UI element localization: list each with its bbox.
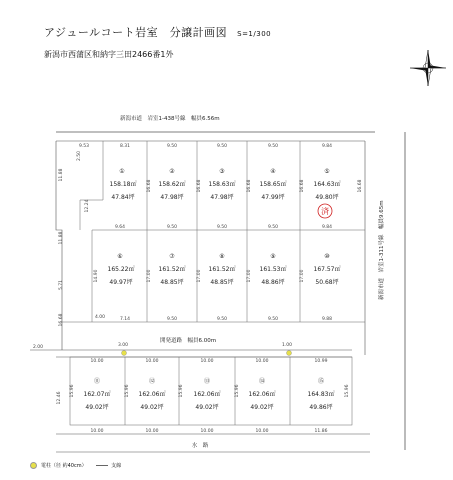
lot-area-m2: 161.53㎡	[259, 266, 287, 273]
dim-label: 9.50	[166, 144, 178, 149]
lot-area-tsubo: 49.02坪	[195, 404, 219, 411]
dim-label: 9.53	[78, 144, 90, 149]
lot-area-m2: 158.18㎡	[109, 181, 137, 188]
site-address: 新潟市西蒲区和納字三田2466番1外	[44, 50, 174, 59]
lot-number: ④	[270, 168, 276, 175]
dims-top-row	[79, 143, 332, 149]
dim-label: 14.90	[94, 269, 99, 283]
legend	[30, 462, 121, 469]
lot-number: ⑧	[219, 253, 225, 260]
lot-4	[260, 168, 287, 201]
dim-label: 16.68	[247, 179, 252, 193]
svg-text:済: 済	[321, 207, 329, 216]
dim-label: 12.46	[57, 391, 62, 405]
lot-1	[110, 168, 137, 201]
dim-label: 3.00	[117, 343, 129, 348]
lot-area-m2: 167.57㎡	[313, 266, 341, 273]
lot-number: ⑥	[117, 253, 123, 260]
lot-number: ①	[119, 168, 125, 175]
lot-number: ⑫	[148, 378, 156, 385]
lot-number: ②	[169, 168, 175, 175]
lot-number: ⑩	[324, 253, 330, 260]
dim-label: 9.84	[321, 144, 333, 149]
scale-text: S=1/300	[237, 30, 272, 38]
legend-branch: 支線	[111, 463, 122, 469]
lot-area-tsubo: 47.84坪	[111, 194, 135, 201]
lot-number: ⑮	[317, 378, 325, 385]
dims-left-side	[58, 168, 64, 326]
dim-label: 9.50	[216, 317, 228, 322]
dim-label: 10.00	[145, 359, 159, 364]
lot-area-tsubo: 47.98坪	[160, 194, 184, 201]
lot-area-m2: 161.52㎡	[158, 266, 186, 273]
lot-area-m2: 158.63㎡	[208, 181, 236, 188]
dim-label: 10.00	[255, 429, 269, 434]
lot-14	[249, 377, 276, 411]
lot-3	[209, 168, 236, 201]
dim-label: 10.00	[255, 359, 269, 364]
lot-area-m2: 161.52㎡	[208, 266, 236, 273]
dim-label: 7.14	[119, 317, 131, 322]
dim-label: 17.00	[147, 269, 152, 283]
lot-area-tsubo: 50.68坪	[315, 279, 339, 286]
dim-label: 11.86	[314, 429, 328, 434]
dim-label: 9.50	[267, 225, 279, 230]
dim-label: 16.68	[300, 179, 305, 193]
dim-label: 11.88	[59, 168, 64, 182]
dim-label: 15.96	[70, 384, 75, 398]
dims-bottom-row	[120, 316, 332, 322]
lot-12	[139, 377, 166, 411]
lot-13	[194, 377, 221, 411]
dim-label: 17.00	[247, 269, 252, 283]
dim-label: 8.31	[119, 144, 131, 149]
lot-area-m2: 162.07㎡	[83, 391, 111, 398]
lot-11	[84, 377, 111, 411]
lot-area-tsubo: 49.80坪	[315, 194, 339, 201]
road-label-development: 開発道路 幅員6.00m	[160, 338, 217, 344]
lot-area-m2: 158.62㎡	[158, 181, 186, 188]
lot-10	[314, 253, 341, 286]
dims-south-bottom	[91, 428, 328, 434]
lot-7	[159, 253, 186, 286]
dim-label: 4.00	[94, 315, 106, 320]
dim-label: 16.68	[197, 179, 202, 193]
road-label-top: 新潟市道 岩室1-438号線 幅員6.56m	[120, 116, 220, 122]
lot-area-tsubo: 47.98坪	[210, 194, 234, 201]
lot-area-m2: 158.65㎡	[259, 181, 287, 188]
dims-mid-row	[115, 224, 332, 230]
dim-label: 15.96	[345, 384, 350, 398]
lot-area-tsubo: 49.02坪	[250, 404, 274, 411]
lot-area-tsubo: 49.02坪	[140, 404, 164, 411]
lot-area-tsubo: 48.85坪	[160, 279, 184, 286]
lot-area-m2: 164.83㎡	[307, 391, 335, 398]
dims-south-top	[91, 358, 328, 364]
dim-label: 16.68	[358, 179, 363, 193]
legend-pole: 電柱（径 約40cm）	[41, 463, 87, 469]
lot-area-tsubo: 49.97坪	[109, 279, 133, 286]
lot-8	[209, 253, 236, 286]
dim-label: 10.00	[145, 429, 159, 434]
dim-label: 17.00	[197, 269, 202, 283]
dim-label: 15.96	[125, 384, 130, 398]
lot-area-m2: 164.63㎡	[313, 181, 341, 188]
dim-label: 9.84	[321, 225, 333, 230]
lot-area-m2: 162.06㎡	[138, 391, 166, 398]
road-label-right: 新潟市道 岩室1-311号線 幅員9.65m	[379, 200, 385, 300]
lot-9	[260, 253, 287, 286]
dim-label: 2.50	[77, 150, 82, 162]
dim-label: 15.96	[235, 384, 240, 398]
dims-misc	[33, 151, 292, 405]
dim-label: 10.00	[90, 429, 104, 434]
dim-label: 12.24	[85, 199, 90, 213]
dim-label: 9.50	[166, 317, 178, 322]
dim-label: 9.64	[114, 225, 126, 230]
lot-area-m2: 162.06㎡	[248, 391, 276, 398]
lot-number: ⑪	[93, 378, 101, 385]
north-arrow-icon	[410, 50, 446, 86]
lot-number: ⑨	[270, 253, 276, 260]
lot-6	[108, 253, 135, 286]
branch-line-icon	[96, 465, 108, 466]
dim-label: 1.00	[281, 343, 293, 348]
lot-number: ⑭	[258, 378, 266, 385]
lot-number: ⑤	[324, 168, 330, 175]
dim-label: 17.00	[300, 269, 305, 283]
lot-area-tsubo: 49.86坪	[309, 404, 333, 411]
pole-icon	[30, 462, 37, 469]
dim-label: 10.00	[200, 429, 214, 434]
lot-area-tsubo: 48.86坪	[261, 279, 285, 286]
lot-15	[308, 377, 335, 411]
stamp-sold	[318, 204, 332, 218]
dim-label: 16.68	[147, 179, 152, 193]
lot-area-m2: 162.06㎡	[193, 391, 221, 398]
lot-number: ③	[219, 168, 225, 175]
utility-pole-icon	[287, 351, 292, 356]
lot-number: ⑬	[203, 378, 211, 385]
lot-area-m2: 165.22㎡	[107, 266, 135, 273]
north-block-grid	[62, 141, 365, 322]
utility-pole-icon	[122, 351, 127, 356]
dim-label: 9.50	[267, 144, 279, 149]
road-label-waterway: 水 路	[191, 443, 209, 449]
lot-5	[314, 168, 341, 201]
lot-area-tsubo: 47.99坪	[261, 194, 285, 201]
dim-label: 9.50	[267, 317, 279, 322]
dim-label: 10.99	[314, 359, 328, 364]
dim-label: 9.50	[216, 144, 228, 149]
title-text: アジュールコート岩室 分譲計画図	[44, 26, 228, 39]
dim-label: 10.00	[200, 359, 214, 364]
dim-label: 9.50	[166, 225, 178, 230]
dim-label: 16.68	[59, 313, 64, 327]
dim-label: 11.88	[59, 231, 64, 245]
dim-label: 5.71	[59, 279, 64, 291]
dim-label: 9.50	[216, 225, 228, 230]
dim-label: 15.96	[179, 384, 184, 398]
lot-2	[159, 168, 186, 201]
dim-label: 10.00	[90, 359, 104, 364]
lot-number: ⑦	[169, 253, 175, 260]
lot-area-tsubo: 48.85坪	[210, 279, 234, 286]
lot-area-tsubo: 49.02坪	[85, 404, 109, 411]
dim-label: 9.88	[321, 317, 333, 322]
dim-label: 2.00	[32, 345, 44, 350]
